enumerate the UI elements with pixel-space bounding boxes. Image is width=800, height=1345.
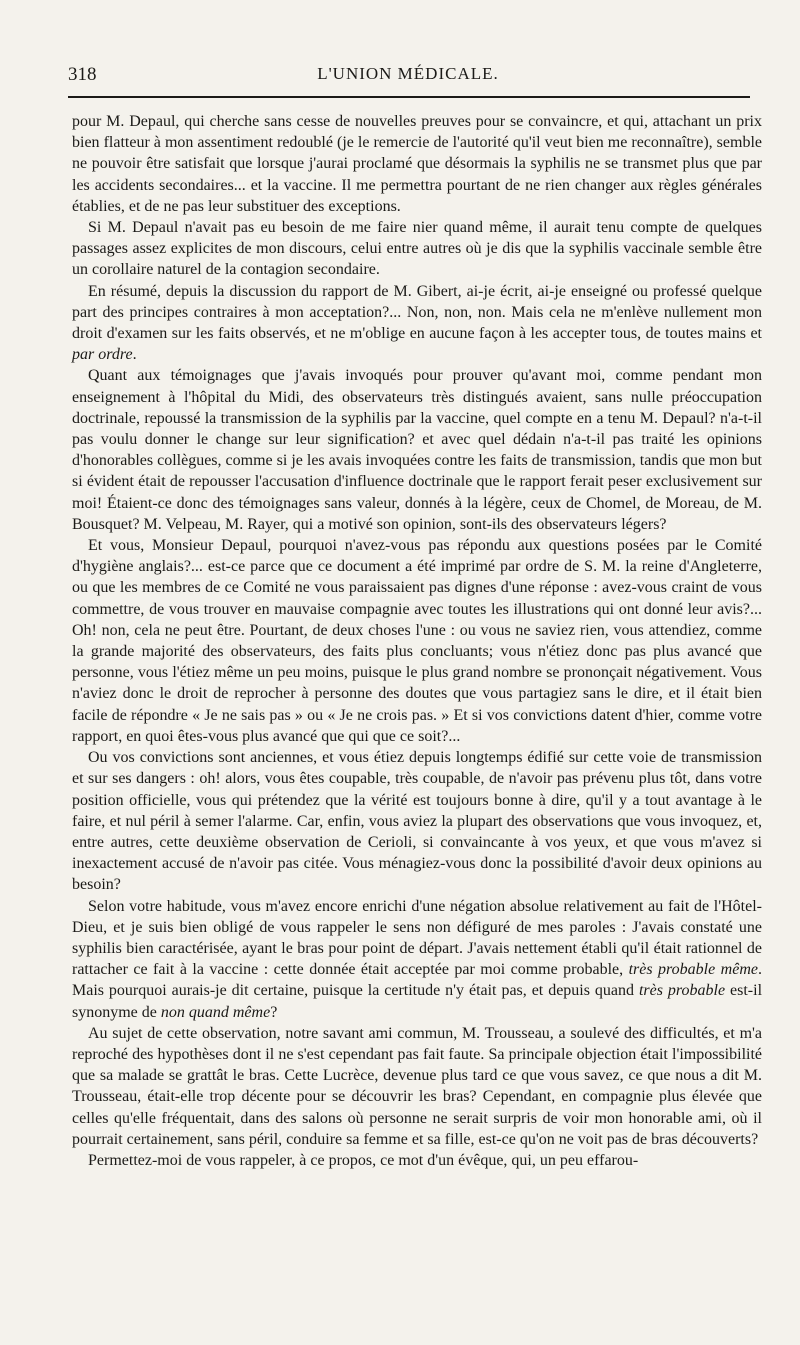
page-header xyxy=(68,58,748,88)
italic-phrase: non quand même xyxy=(160,1003,271,1021)
paragraph: Si M. Depaul n'avait pas eu besoin de me faire nier quand même, il aurait tenu compte de quelques passages assez explicites de mon discours, celui entre autres où je dis que la syphilis vaccinale semble être un corollaire naturel de la contagion secondaire. xyxy=(72,219,762,279)
italic-phrase: par ordre xyxy=(72,346,133,364)
paragraph: Selon votre habitude, vous m'avez encore enrichi d'une négation absolue relativement au fait de l'Hôtel-Dieu, et je suis bien obligé de vous rappeler le sens non défiguré de mes paroles : J'avais constaté une syphilis bien caractérisée, ayant le bras pour point de départ. J'avais nettement établi qu'il était rationnel de rattacher ce fait à la vaccine : cette donnée était acceptée par moi comme probable, très probable même. Mais pourquoi aurais-je dit certaine, puisque la certitude n'y était pas, et depuis quand très probable est-il synonyme de non quand même? xyxy=(72,897,763,1021)
paragraph: Permettez-moi de vous rappeler, à ce propos, ce mot d'un évêque, qui, un peu effarou- xyxy=(88,1151,639,1169)
paragraph: pour M. Depaul, qui cherche sans cesse de nouvelles preuves pour se convaincre, et qui, attachant un prix bien flatteur à mon assentiment redoublé (je le remercie de l'autorité qu'il veut bien me reconnaître), semble ne pouvoir être satisfait que lorsque j'aurai proclamé que désormais la syphilis ne se transmet plus que par les accidents secondaires... et la vaccine. Il me permettra pourtant de ne rien changer aux règles générales établies, et de ne pas leur substituer des exceptions. xyxy=(72,113,762,215)
italic-phrase: très probable même xyxy=(628,961,758,979)
running-title: L'UNION MÉDICALE. xyxy=(317,64,499,83)
body-text xyxy=(72,111,762,1171)
paragraph: Au sujet de cette observation, notre savant ami commun, M. Trousseau, a soulevé des difficultés, et m'a reproché des hypothèses dont il ne s'est cependant pas fait faute. Sa principale objection était l'impossibilité que sa malade se grattât le bras. Cette Lucrèce, devenue plus tard ce que vous savez, ce que nous a dit M. Trousseau, était-elle trop décente pour se découvrir les bras? Cependant, en compagnie plus élevée que celles qu'elle fréquentait, dans des salons où personne ne serait surpris de voir mon honorable ami, où il pourrait certainement, sans péril, conduire sa femme et sa fille, est-ce qu'on ne voit pas de bras découverts? xyxy=(72,1024,762,1148)
paragraph: En résumé, depuis la discussion du rapport de M. Gibert, ai-je écrit, ai-je enseigné ou professé quelque part des principes contraires à mon acceptation?... Non, non, non. Mais cela ne m'enlève nullement mon droit d'examen sur les faits observés, et ne m'oblige en aucune façon à les accepter tous, de toutes mains et par ordre. xyxy=(72,282,762,364)
paragraph: Et vous, Monsieur Depaul, pourquoi n'avez-vous pas répondu aux questions posées par le Comité d'hygiène anglais?... est-ce parce que ce document a été imprimé par ordre de S. M. la reine d'Angleterre, ou que les membres de ce Comité ne vous paraissaient pas dignes d'une réponse : avez-vous craint de vous commettre, de vous trouver en mauvaise compagnie avec toutes les illustrations qui ont donné leur avis?... Oh! non, cela ne peut être. Pourtant, de deux choses l'une : ou vous ne saviez rien, vous attendiez, comme la grande majorité des observateurs, des faits plus concluants; vous n'étiez donc pas plus avancé que personne, vous l'étiez même un peu moins, puisque le plus grand nombre se prononçait négativement. Vous n'aviez donc le droit de reprocher à personne des doutes que vous partagiez sans le dire, et il était bien facile de répondre « Je ne sais pas » ou « Je ne crois pas. » Et si vos convictions datent d'hier, comme votre rapport, en quoi êtes-vous plus avancé que qui que ce soit?... xyxy=(72,537,762,745)
page-number: 318 xyxy=(68,64,97,85)
header-rule xyxy=(68,96,750,98)
italic-phrase: très probable xyxy=(638,982,726,1000)
paragraph: Ou vos convictions sont anciennes, et vous étiez depuis longtemps édifié sur cette voie de transmission et sur ses dangers : oh! alors, vous êtes coupable, très coupable, de n'avoir pas prévenu plus tôt, dans votre position officielle, vous qui prétendez que la vérité est toujours bonne à dire, qu'il y a tout avantage à le faire, et nul péril à semer l'alarme. Car, enfin, vous aviez la plupart des observations que vous invoquez, et, entre autres, cette deuxième observation de Cerioli, si convaincante à vos yeux, et que vous m'avez si inexactement accusé de n'avoir pas citée. Vous ménagiez-vous donc la possibilité d'avoir deux opinions au besoin? xyxy=(72,749,762,894)
paragraph: Quant aux témoignages que j'avais invoqués pour prouver qu'avant moi, comme pendant mon enseignement à l'hôpital du Midi, des observateurs très distingués avaient, sans nulle préoccupation doctrinale, repoussé la transmission de la syphilis par la vaccine, quel compte en a tenu M. Depaul? n'a-t-il pas voulu donner le change sur leur signification? et avec quel dédain n'a-t-il pas traité les opinions d'honorables collègues, comme si je les avais invoquées contre les faits de transmission, tandis que mon but si évident était de repousser l'accusation d'influence doctrinale que le rapport ferait peser exclusivement sur moi! Étaient-ce donc des témoignages sans valeur, donnés à la légère, ceux de Chomel, de Moreau, de M. Bousquet? M. Velpeau, M. Rayer, qui a motivé son opinion, sont-ils des observateurs légers? xyxy=(72,367,762,533)
